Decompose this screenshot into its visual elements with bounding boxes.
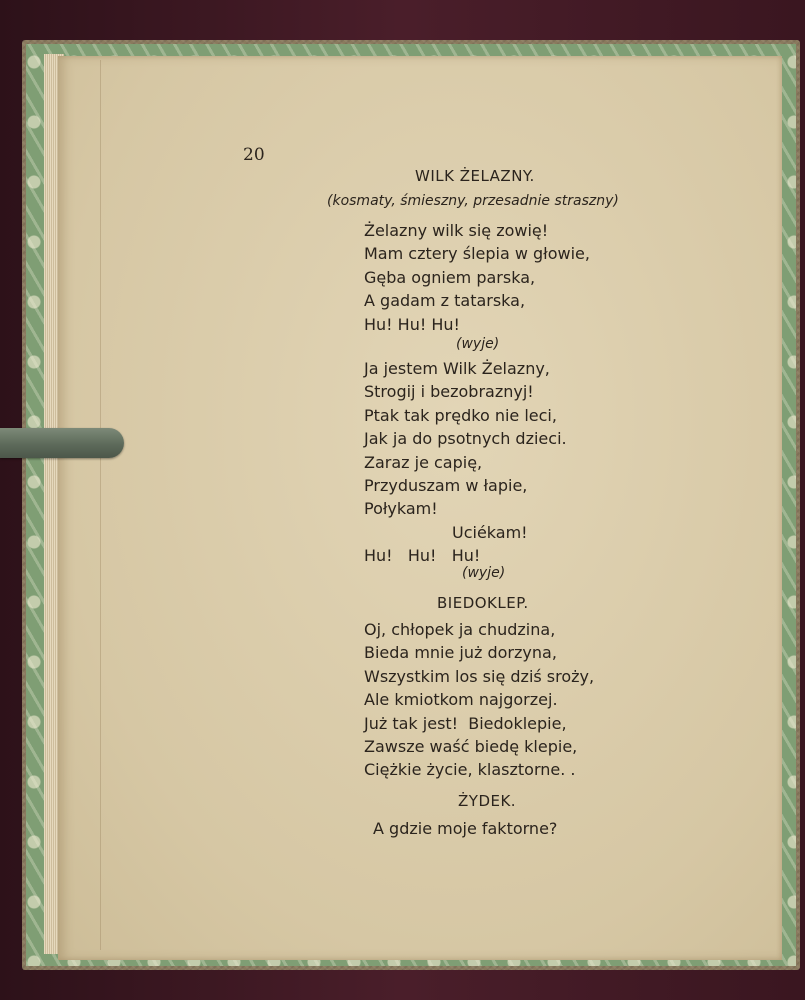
verse-line: Już tak jest! Biedoklepie,: [364, 713, 567, 733]
verse-line: Bieda mnie już dorzyna,: [364, 643, 557, 663]
verse-line: Ja jestem Wilk Żelazny,: [364, 359, 550, 378]
verse-biedoklep: [364, 618, 594, 782]
heading-wilk-zelazny: WILK ŻELAZNY.: [415, 167, 535, 185]
verse-line: Mam cztery ślepia w głowie,: [364, 244, 590, 264]
page-fold-line: [100, 60, 101, 950]
verse-line: Zaraz je capię,: [364, 452, 483, 472]
verse-line: Strogij i bezobraznyj!: [364, 382, 534, 402]
verse-line: Wszystkim los się dziś sroży,: [364, 666, 595, 686]
stage-direction-howl-2: (wyje): [462, 565, 506, 581]
verse-line: Ale kmiotkom najgorzej.: [364, 690, 558, 710]
verse-line: Żelazny wilk się zowię!: [364, 221, 549, 240]
stage-direction-howl-1: (wyje): [456, 336, 500, 352]
stage-direction-wilk: (kosmaty, śmieszny, przesadnie straszny): [327, 193, 619, 209]
verse-line: Ptak tak prędko nie leci,: [364, 405, 557, 425]
verse-line: Zawsze waść biedę klepie,: [364, 737, 578, 757]
verse-line: Ciężkie życie, klasztorne. .: [364, 760, 576, 780]
verse-line: Gęba ogniem parska,: [364, 267, 536, 287]
verse-line: Hu! Hu! Hu!: [364, 314, 460, 334]
verse-wilk-b: [364, 357, 567, 568]
bookmark-ribbon[interactable]: [0, 428, 124, 458]
verse-line: Hu! Hu! Hu!: [364, 546, 481, 566]
verse-line: Oj, chłopek ja chudzina,: [364, 620, 556, 639]
verse-wilk-a: [364, 219, 590, 336]
verse-line-indented: Uciékam!: [452, 522, 528, 542]
verse-line: Przyduszam w łapie,: [364, 476, 528, 496]
page-number: 20: [243, 145, 265, 165]
verse-zydek: [373, 817, 557, 840]
verse-line: Połykam!: [364, 499, 438, 519]
verse-line: A gadam z tatarska,: [364, 291, 526, 311]
verse-line: A gdzie moje faktorne?: [373, 819, 558, 838]
verse-line: Jak ja do psotnych dzieci.: [364, 429, 567, 449]
heading-zydek: ŻYDEK.: [458, 792, 517, 810]
heading-biedoklep: BIEDOKLEP.: [437, 594, 529, 612]
